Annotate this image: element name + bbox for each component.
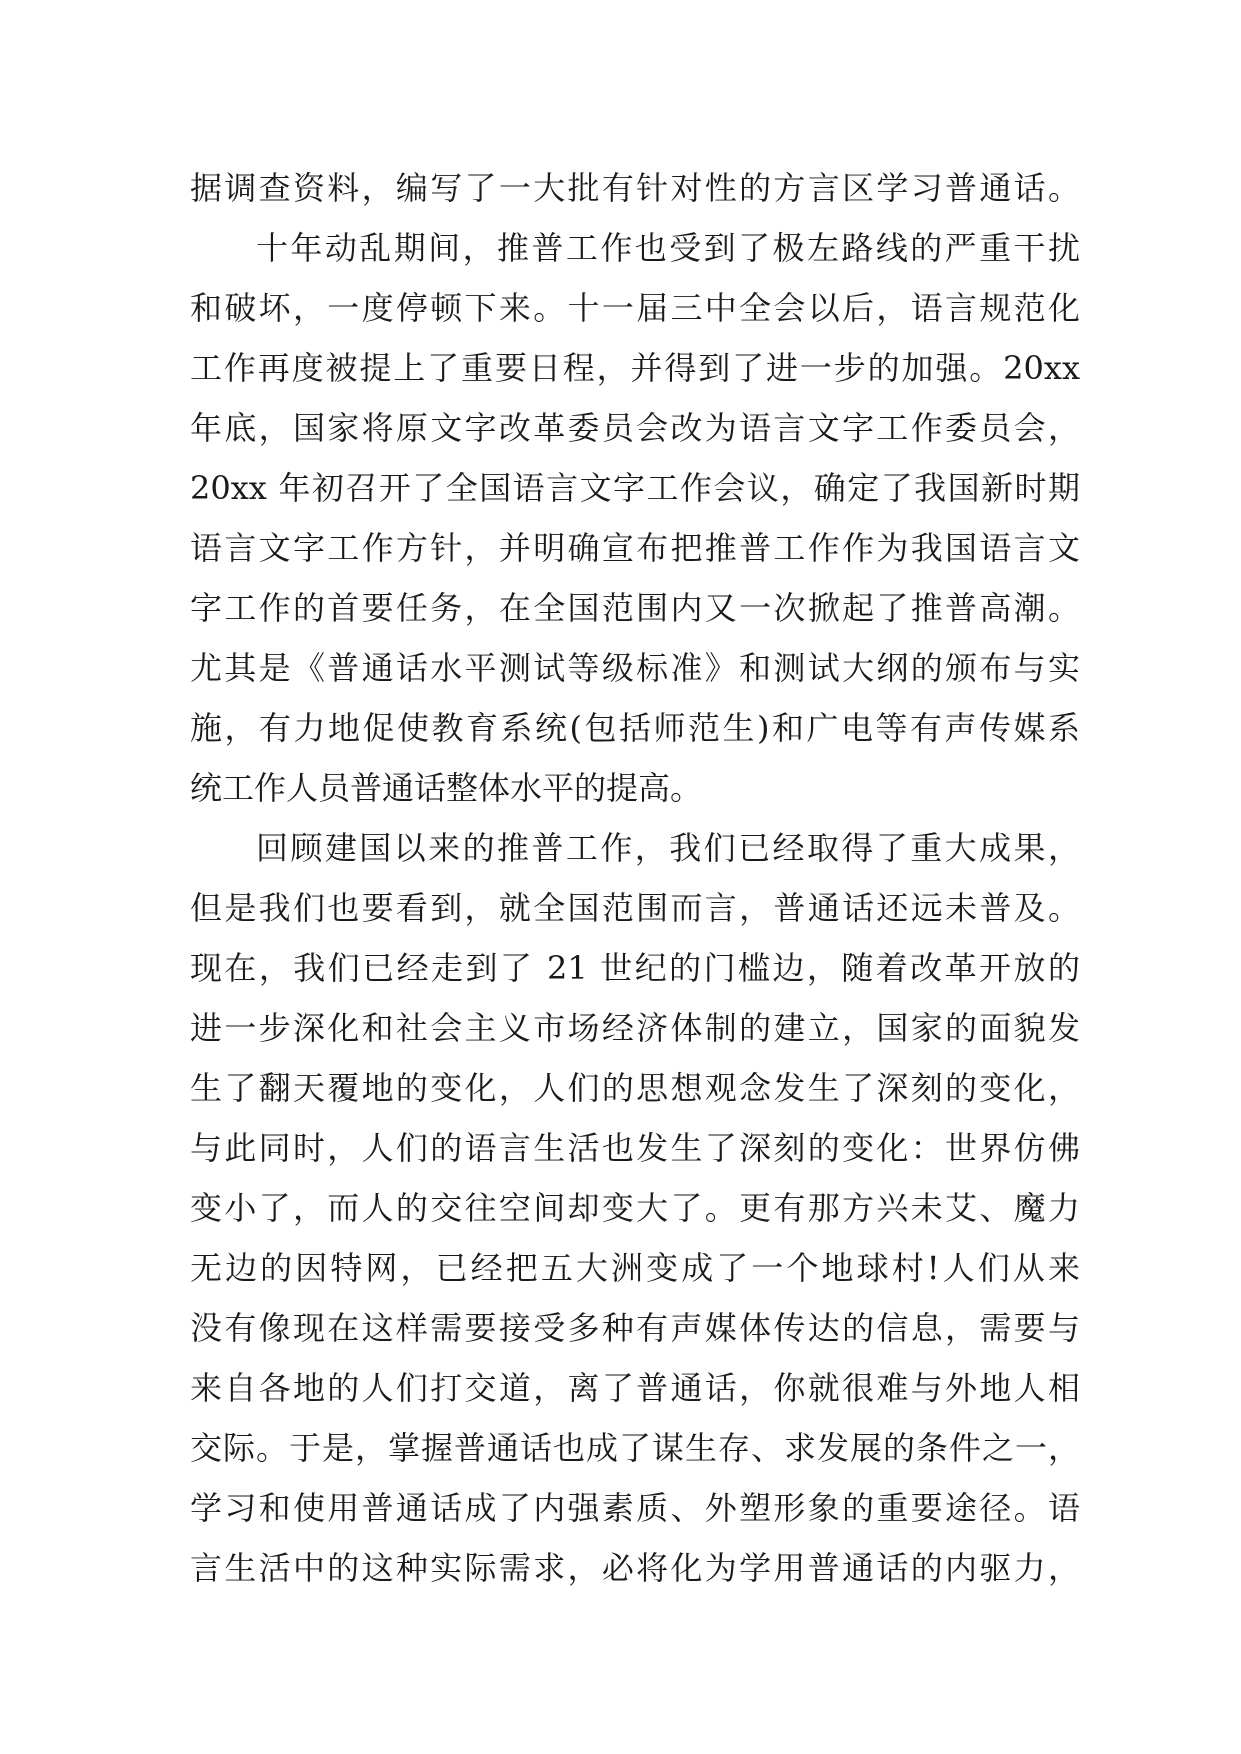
text-line: 施，有力地促使教育系统(包括师范生)和广电等有声传媒系 [190, 709, 1080, 747]
text-line: 但是我们也要看到，就全国范围而言，普通话还远未普及。 [190, 889, 1080, 927]
text-line: 现在，我们已经走到了 21 世纪的门槛边，随着改革开放的 [190, 949, 1080, 987]
text-line: 和破坏，一度停顿下来。十一届三中全会以后，语言规范化 [190, 289, 1080, 327]
text-line: 尤其是《普通话水平测试等级标准》和测试大纲的颁布与实 [190, 649, 1080, 687]
text-line: 语言文字工作方针，并明确宣布把推普工作作为我国语言文 [190, 529, 1080, 567]
paragraph-end-line: 统工作人员普通话整体水平的提高。 [190, 769, 703, 807]
text-line: 没有像现在这样需要接受多种有声媒体传达的信息，需要与 [190, 1309, 1080, 1347]
text-line: 年底，国家将原文字改革委员会改为语言文字工作委员会， [190, 409, 1080, 447]
paragraph-start-line: 十年动乱期间，推普工作也受到了极左路线的严重干扰 [256, 229, 1080, 267]
text-line: 据调查资料，编写了一大批有针对性的方言区学习普通话。 [190, 169, 1080, 207]
text-line: 工作再度被提上了重要日程，并得到了进一步的加强。20xx [190, 349, 1080, 387]
text-line: 进一步深化和社会主义市场经济体制的建立，国家的面貌发 [190, 1009, 1080, 1047]
text-line: 来自各地的人们打交道，离了普通话，你就很难与外地人相 [190, 1369, 1080, 1407]
paragraph-start-line: 回顾建国以来的推普工作，我们已经取得了重大成果， [256, 829, 1080, 867]
text-line: 学习和使用普通话成了内强素质、外塑形象的重要途径。语 [190, 1489, 1080, 1527]
text-line: 变小了，而人的交往空间却变大了。更有那方兴未艾、魔力 [190, 1189, 1080, 1227]
text-line: 言生活中的这种实际需求，必将化为学用普通话的内驱力， [190, 1549, 1080, 1587]
text-line: 20xx 年初召开了全国语言文字工作会议，确定了我国新时期 [190, 469, 1080, 507]
text-line: 无边的因特网，已经把五大洲变成了一个地球村!人们从来 [190, 1249, 1080, 1287]
text-line: 字工作的首要任务，在全国范围内又一次掀起了推普高潮。 [190, 589, 1080, 627]
text-line: 交际。于是，掌握普通话也成了谋生存、求发展的条件之一， [190, 1429, 1080, 1467]
text-line: 与此同时，人们的语言生活也发生了深刻的变化：世界仿佛 [190, 1129, 1080, 1167]
text-line: 生了翻天覆地的变化，人们的思想观念发生了深刻的变化， [190, 1069, 1080, 1107]
